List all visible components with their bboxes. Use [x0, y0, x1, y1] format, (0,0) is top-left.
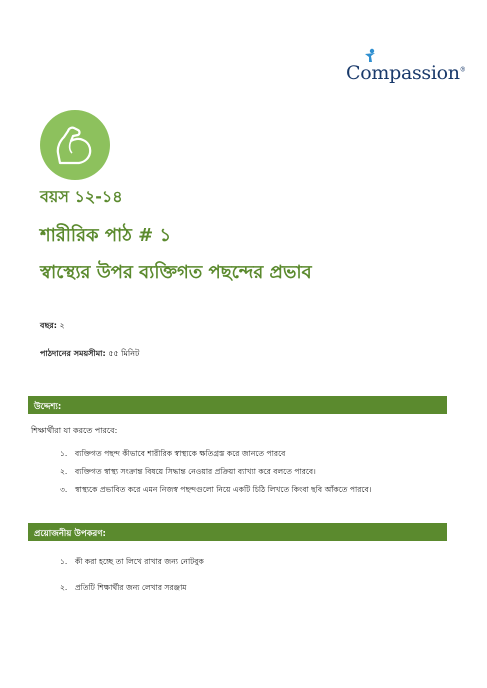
lesson-number: শারীরিক পাঠ # ১	[40, 225, 172, 246]
age-range: বয়স ১২-১৪	[40, 187, 123, 206]
objectives-heading-bar	[28, 396, 447, 414]
objectives-heading: উদ্দেশ্য:	[34, 402, 62, 412]
objectives-intro: শিক্ষার্থীরা যা করতে পারবে:	[31, 426, 118, 435]
physical-lesson-badge	[40, 110, 110, 180]
year-label: বছর:	[40, 321, 57, 330]
year-line	[40, 320, 65, 333]
duration-label: পাঠদানের সময়সীমা:	[40, 349, 106, 358]
year-value: ২	[56, 321, 65, 330]
duration-value: ৫৫ মিনিট	[105, 349, 140, 358]
materials-heading-bar	[28, 523, 447, 541]
compassion-logo	[346, 52, 466, 88]
materials-heading: প্রয়োজনীয় উপকরণ:	[34, 529, 106, 539]
flexed-arm-icon	[52, 123, 98, 167]
logo-wordmark: Compassion®	[346, 62, 466, 84]
duration-line	[40, 348, 139, 361]
lesson-title: স্বাস্থ্যের উপর ব্যক্তিগত পছন্দের প্রভাব	[40, 262, 312, 283]
